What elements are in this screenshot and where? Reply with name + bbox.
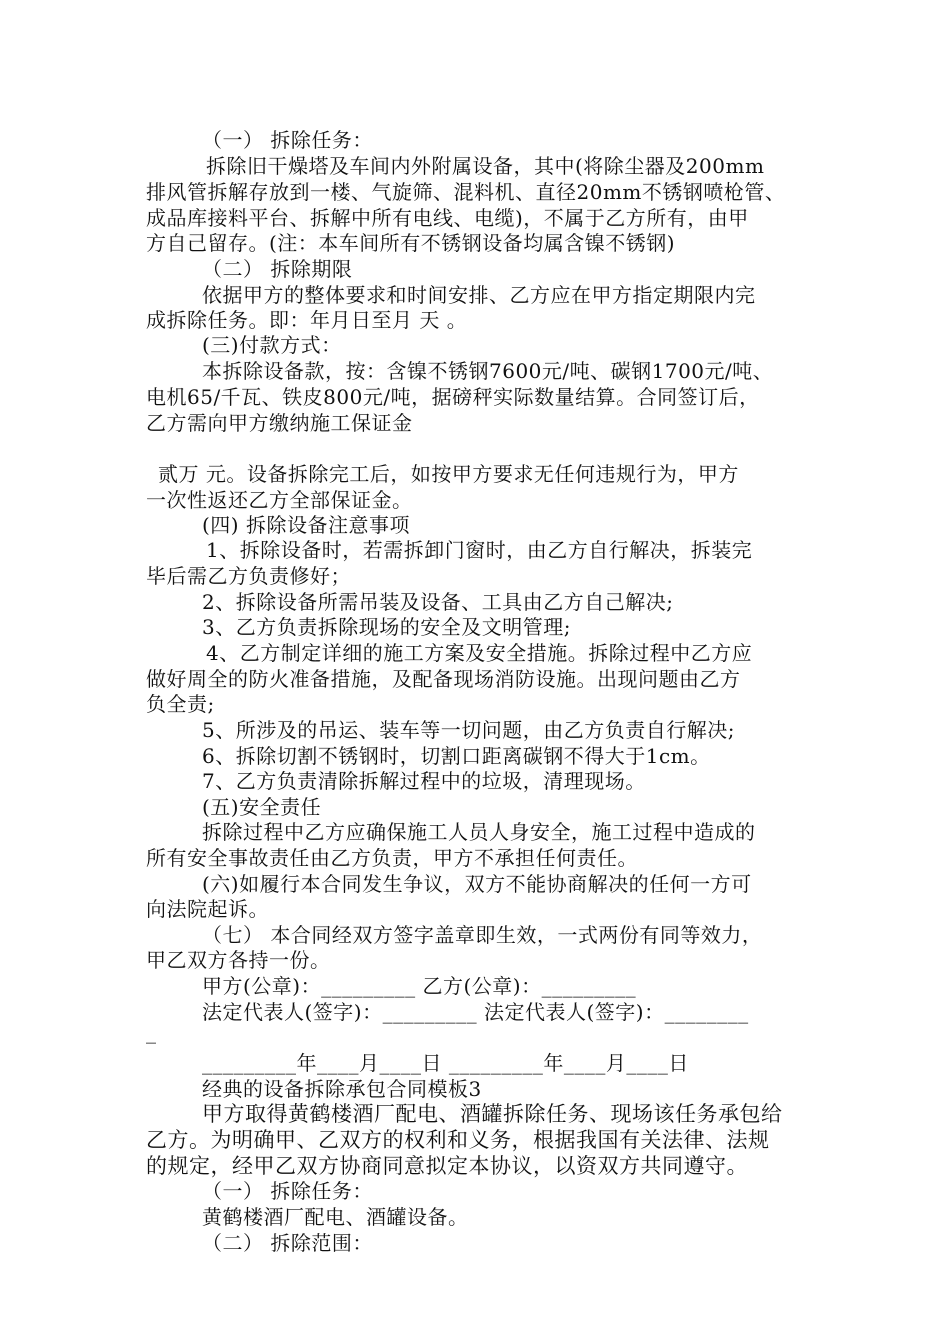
paragraph-line: (六)如履行本合同发生争议，双方不能协商解决的任何一方可 bbox=[202, 872, 752, 896]
paragraph-line: 方自己留存。(注：本车间所有不锈钢设备均属含镍不锈钢) bbox=[146, 231, 676, 255]
paragraph-line: 负全责; bbox=[146, 692, 215, 716]
list-item: 3、乙方负责拆除现场的安全及文明管理; bbox=[202, 615, 571, 639]
list-item: 6、拆除切割不锈钢时，切割口距离碳钢不得大于1cm。 bbox=[202, 744, 711, 768]
paragraph-line: 电机65/千瓦、铁皮800元/吨，据磅秤实际数量结算。合同签订后， bbox=[146, 385, 760, 409]
list-item: 2、拆除设备所需吊装及设备、工具由乙方自己解决; bbox=[202, 590, 674, 614]
paragraph-line: 拆除过程中乙方应确保施工人员人身安全，施工过程中造成的 bbox=[202, 820, 756, 844]
paragraph-line: 乙方需向甲方缴纳施工保证金 bbox=[146, 411, 413, 435]
date-line: _________年____月____日 _________年____月____日 bbox=[202, 1051, 689, 1075]
paragraph-line: （七） 本合同经双方签字盖章即生效，一式两份有同等效力， bbox=[202, 923, 763, 947]
section-heading: (四) 拆除设备注意事项 bbox=[202, 513, 410, 537]
contract-title: 经典的设备拆除承包合同模板3 bbox=[202, 1077, 482, 1101]
paragraph-line: 本拆除设备款，按：含镍不锈钢7600元/吨、碳钢1700元/吨、 bbox=[202, 359, 774, 383]
section-heading: （一） 拆除任务： bbox=[202, 128, 373, 152]
section-heading: （一） 拆除任务： bbox=[202, 1179, 373, 1203]
paragraph-line: 的规定，经甲乙双方协商同意拟定本协议，以资双方共同遵守。 bbox=[146, 1154, 748, 1178]
paragraph-line: 拆除旧干燥塔及车间内外附属设备，其中(将除尘器及200mm bbox=[206, 154, 765, 178]
paragraph-line: 一次性返还乙方全部保证金。 bbox=[146, 488, 413, 512]
signature-line: 法定代表人(签字)：_________ 法定代表人(签字)：________ bbox=[202, 1000, 749, 1024]
paragraph-line: 贰万 元。设备拆除完工后，如按甲方要求无任何违规行为，甲方 bbox=[158, 462, 739, 486]
list-item: 1、拆除设备时，若需拆卸门窗时，由乙方自行解决，拆装完 bbox=[206, 538, 753, 562]
signature-line: 甲方(公章)：_________ 乙方(公章)：_________ bbox=[202, 974, 637, 998]
paragraph-line: 乙方。为明确甲、乙双方的权利和义务，根据我国有关法律、法规 bbox=[146, 1128, 770, 1152]
paragraph-line: 黄鹤楼酒厂配电、酒罐设备。 bbox=[202, 1205, 469, 1229]
paragraph-line: 做好周全的防火准备措施，及配备现场消防设施。出现问题由乙方 bbox=[146, 667, 741, 691]
paragraph-line: 向法院起诉。 bbox=[146, 897, 269, 921]
section-heading: （二） 拆除期限 bbox=[202, 257, 353, 281]
paragraph-line: 成品库接料平台、拆解中所有电线、电缆)，不属于乙方所有，由甲 bbox=[146, 206, 749, 230]
paragraph-line: 所有安全事故责任由乙方负责，甲方不承担任何责任。 bbox=[146, 846, 638, 870]
paragraph-line: 甲方取得黄鹤楼酒厂配电、酒罐拆除任务、现场该任务承包给 bbox=[202, 1102, 783, 1126]
section-heading: (三)付款方式： bbox=[202, 333, 342, 357]
paragraph-line: 甲乙双方各持一份。 bbox=[146, 948, 331, 972]
signature-line-overflow: _ bbox=[146, 1020, 157, 1044]
list-item: 5、所涉及的吊运、装车等一切问题，由乙方负责自行解决; bbox=[202, 718, 735, 742]
section-heading: (五)安全责任 bbox=[202, 795, 322, 819]
paragraph-line: 毕后需乙方负责修好； bbox=[146, 564, 351, 588]
list-item: 4、乙方制定详细的施工方案及安全措施。拆除过程中乙方应 bbox=[206, 641, 753, 665]
paragraph-line: 排风管拆解存放到一楼、气旋筛、混料机、直径20mm不锈钢喷枪管、 bbox=[146, 180, 786, 204]
section-heading: （二） 拆除范围： bbox=[202, 1231, 373, 1255]
paragraph-line: 依据甲方的整体要求和时间安排、乙方应在甲方指定期限内完 bbox=[202, 283, 756, 307]
list-item: 7、乙方负责清除拆解过程中的垃圾，清理现场。 bbox=[202, 769, 646, 793]
paragraph-line: 成拆除任务。即：年月日至月 天 。 bbox=[146, 308, 468, 332]
